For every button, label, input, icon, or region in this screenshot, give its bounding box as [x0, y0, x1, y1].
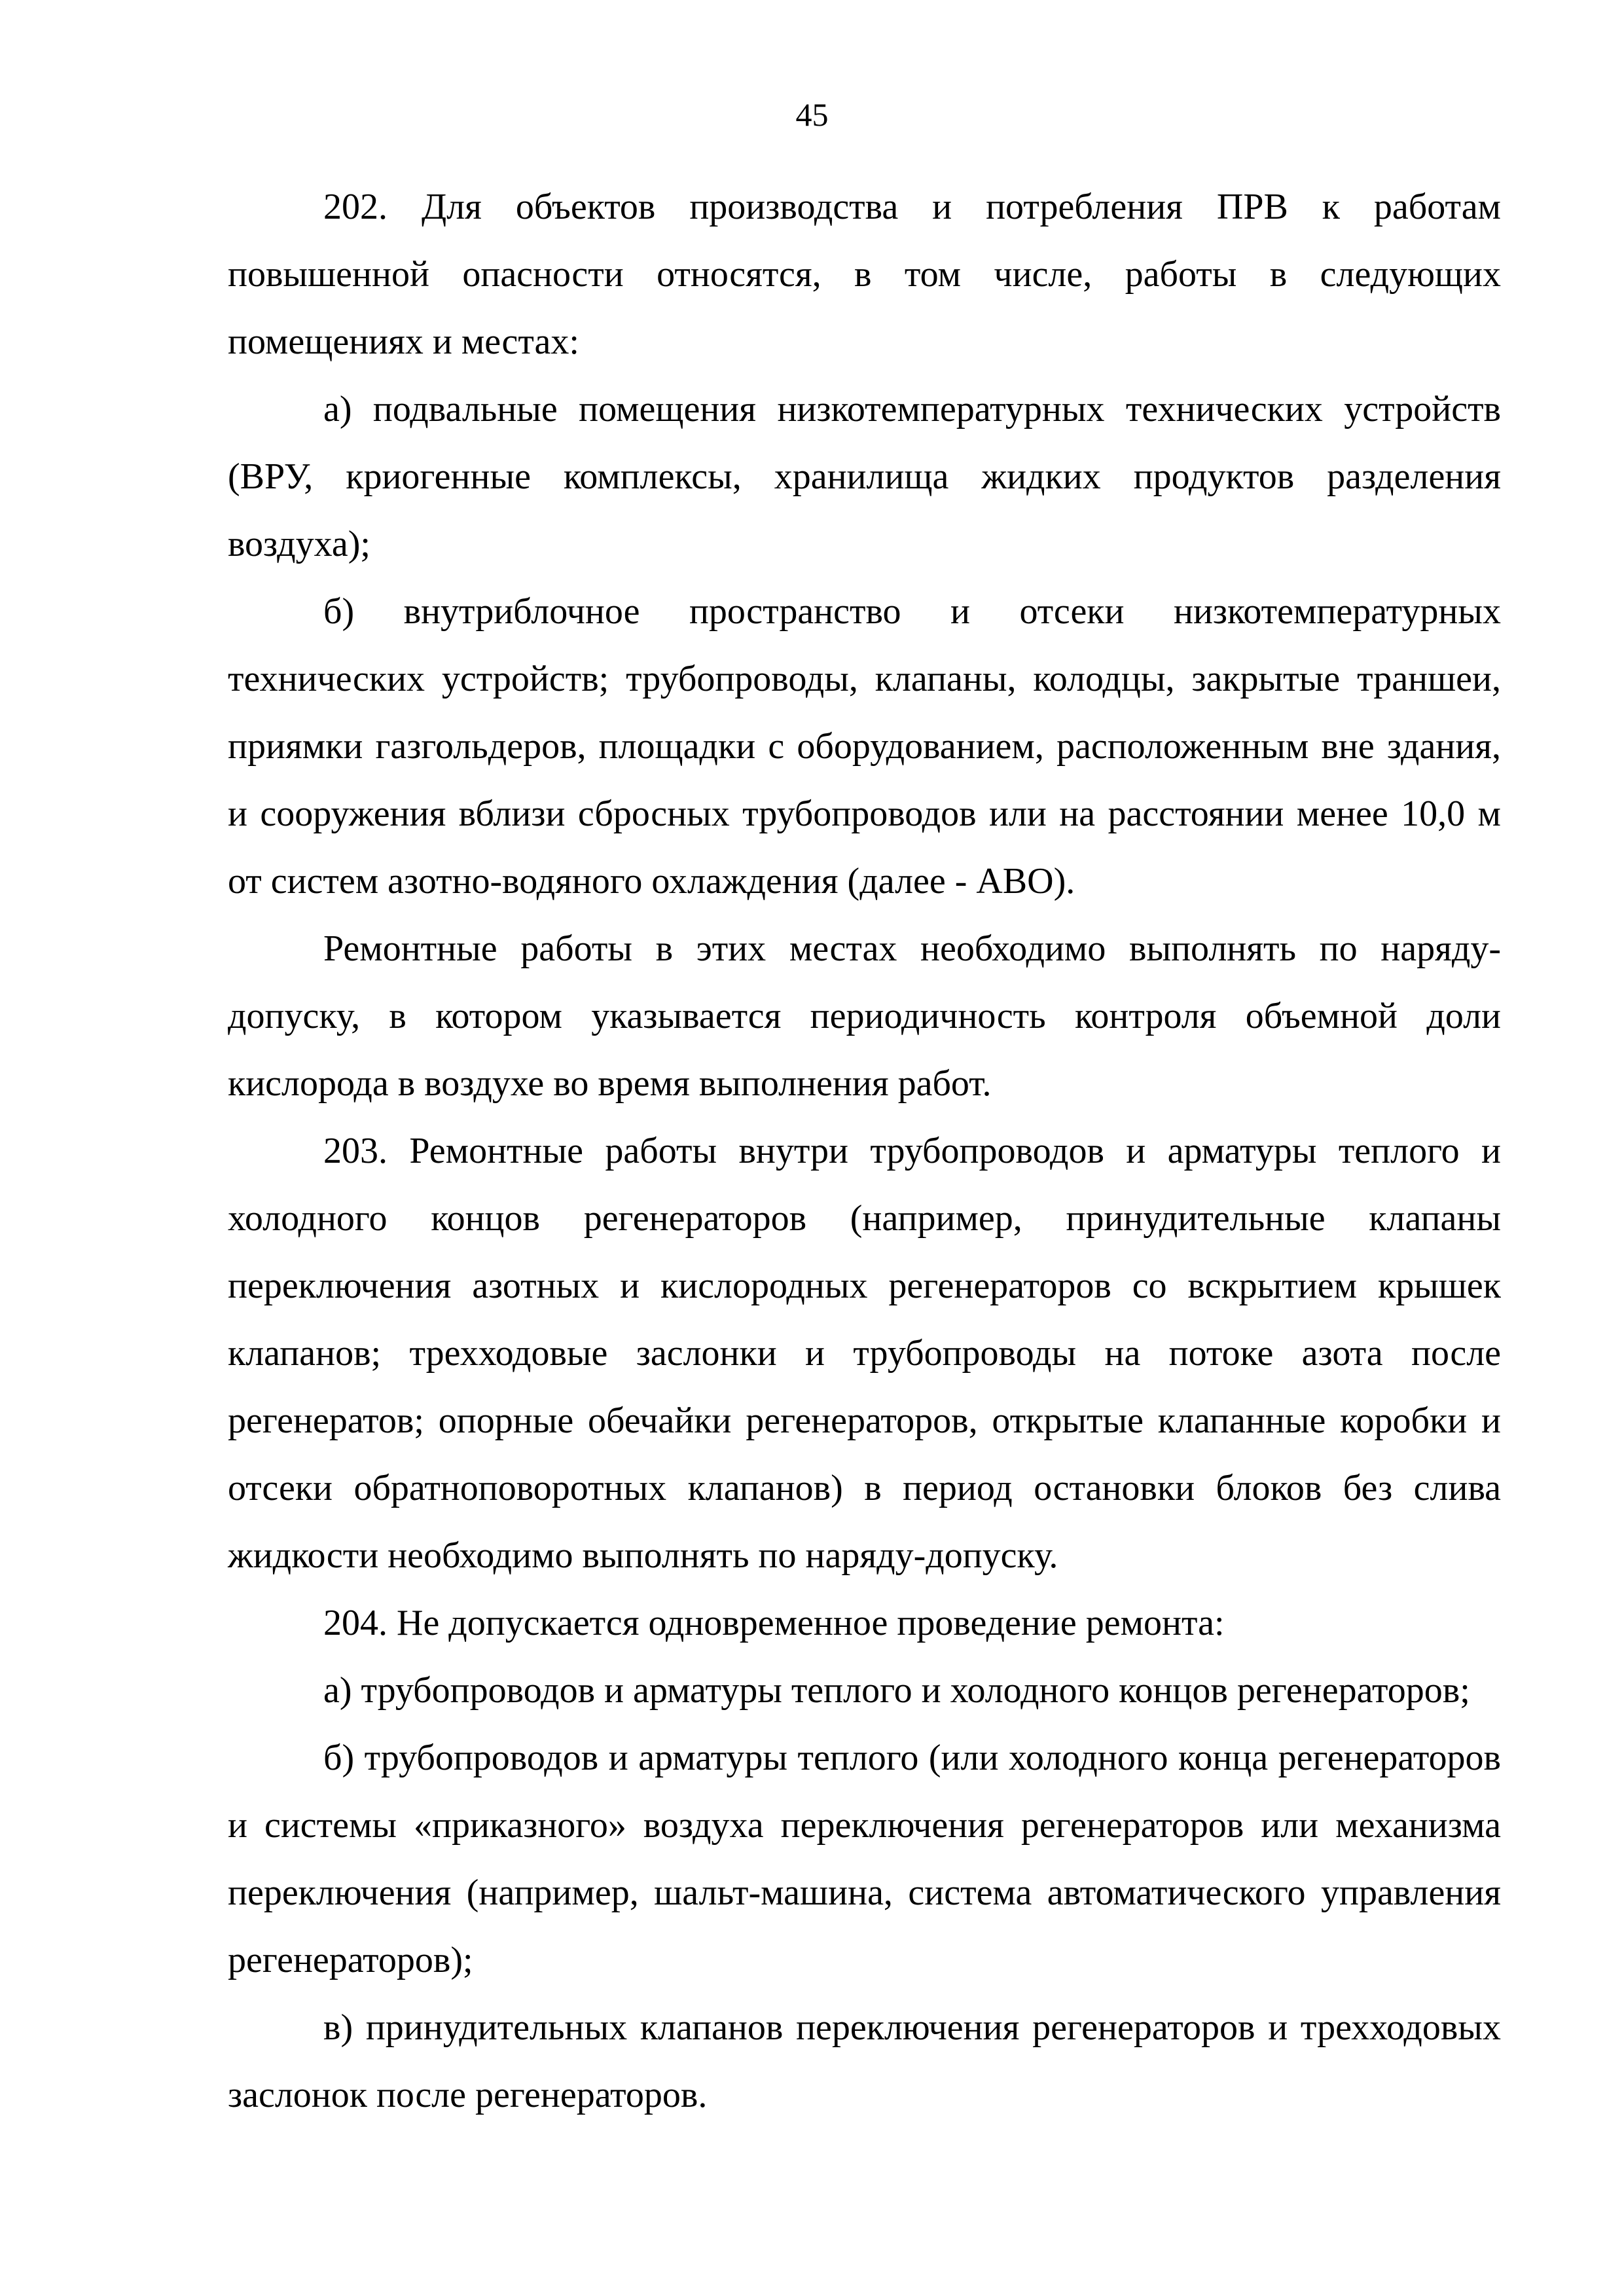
- paragraph-204-item-c: в) принудительных клапанов переключения регенераторов и трехходовых заслонок после регенераторов.: [228, 2007, 1501, 2115]
- document-body: [228, 173, 1501, 2129]
- page-number: 45: [795, 96, 829, 133]
- paragraph-204-item-b: б) трубопроводов и арматуры теплого (или холодного конца регенераторов и системы «приказного» воздуха переключения регенераторов или механизма переключения (например, шальт-машина, система автоматического управления регенераторов);: [228, 1738, 1501, 1980]
- paragraph-202-item-a: а) подвальные помещения низкотемпературных технических устройств (ВРУ, криогенные комплексы, хранилища жидких продуктов разделения воздуха);: [228, 389, 1501, 564]
- paragraph-204-item-a: а) трубопроводов и арматуры теплого и холодного концов регенераторов;: [323, 1670, 1470, 1711]
- paragraph-204: 204. Не допускается одновременное проведение ремонта:: [323, 1603, 1225, 1643]
- paragraph-202: 202. Для объектов производства и потребления ПРВ к работам повышенной опасности относятся, в том числе, работы в следующих помещениях и местах:: [228, 187, 1501, 362]
- paragraph-202-repair-note: Ремонтные работы в этих местах необходимо выполнять по наряду-допуску, в котором указывается периодичность контроля объемной доли кислорода в воздухе во время выполнения работ.: [228, 928, 1501, 1104]
- paragraph-203: 203. Ремонтные работы внутри трубопроводов и арматуры теплого и холодного концов регенераторов (например, принудительные клапаны переключения азотных и кислородных регенераторов со вскрытием крышек клапанов; трехходовые заслонки и трубопроводы на потоке азота после регенератов; опорные обечайки регенераторов, открытые клапанные коробки и отсеки обратноповоротных клапанов) в период остановки блоков без слива жидкости необходимо выполнять по наряду-допуску.: [228, 1131, 1501, 1576]
- paragraph-202-item-b: б) внутриблочное пространство и отсеки низкотемпературных технических устройств; трубопроводы, клапаны, колодцы, закрытые траншеи, приямки газгольдеров, площадки с оборудованием, расположенным вне здания, и сооружения вблизи сбросных трубопроводов или на расстоянии менее 10,0 м от систем азотно-водяного охлаждения (далее - АВО).: [228, 591, 1501, 902]
